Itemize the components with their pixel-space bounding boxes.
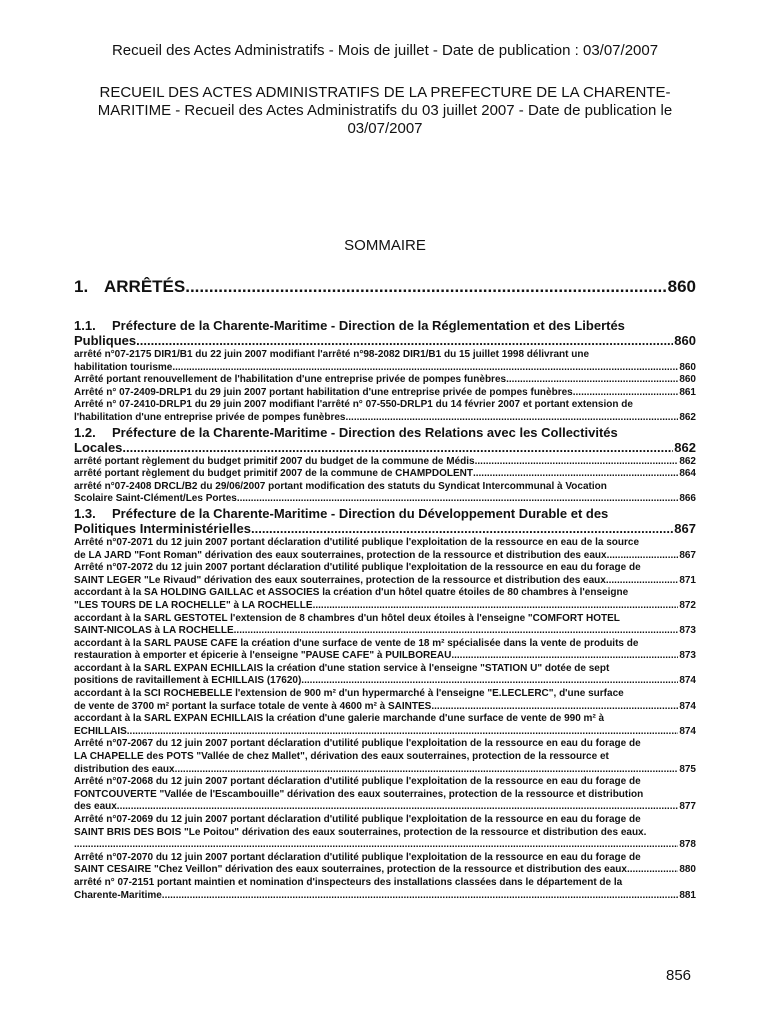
entry-text-line: Arrêté n°07-2071 du 12 juin 2007 portant déclaration d'utilité publique l'exploitation de la ressource en eau de la source xyxy=(74,536,640,548)
toc-section xyxy=(74,506,696,902)
entry-text-line: Arrêté portant renouvellement de l'habilitation d'une entreprise privée de pompes funèbres. xyxy=(74,374,509,386)
chapter-page: 860 xyxy=(667,277,696,296)
toc-entry[interactable] xyxy=(74,587,696,612)
entry-last-line xyxy=(74,764,696,777)
toc-entry[interactable] xyxy=(74,852,696,877)
toc-entry[interactable] xyxy=(74,663,696,688)
entry-text-line: accordant à la SCI ROCHEBELLE l'extension de 900 m² d'un hypermarché à l'enseigne "E.LECLERC", d'une surface xyxy=(74,688,624,700)
dot-leader xyxy=(348,412,678,425)
entry-text-line: Scolaire Saint-Clément/Les Portes xyxy=(74,493,237,505)
section-number: 1.1. xyxy=(74,318,96,333)
entry-page: 881 xyxy=(679,889,696,901)
section-title: Politiques Interministérielles xyxy=(74,520,251,536)
entry-last-line xyxy=(74,550,696,563)
entry-page: 873 xyxy=(679,650,696,662)
dot-leader xyxy=(120,801,679,814)
entry-text-line: Arrêté n°07-2068 du 12 juin 2007 portant déclaration d'utilité publique l'exploitation de la ressource en eau du forage de xyxy=(74,776,641,788)
section-title-line xyxy=(74,506,696,521)
entry-text-line: Arrêté n°07-2072 du 12 juin 2007 portant déclaration d'utilité publique l'exploitation de la ressource en eau du forage de xyxy=(74,562,641,574)
entry-page: 874 xyxy=(679,675,696,687)
title-line: 03/07/2007 xyxy=(347,120,423,137)
toc-entry[interactable] xyxy=(74,481,696,506)
entry-text-line: accordant à la SARL GESTOTEL l'extension de 8 chambres d'un hôtel deux étoiles à l'enseigne "COMFORT HOTEL xyxy=(74,612,620,624)
section-title: Préfecture de la Charente-Maritime - Direction des Relations avec les Collectivités xyxy=(112,424,618,440)
toc-section xyxy=(74,318,696,425)
entry-page: 874 xyxy=(679,725,696,737)
entry-page: 861 xyxy=(679,386,696,398)
toc-entry[interactable] xyxy=(74,387,696,400)
dot-leader xyxy=(251,521,673,536)
running-header: Recueil des Actes Administratifs - Mois de juillet - Date de publication : 03/07/2007 xyxy=(111,42,659,59)
dot-leader xyxy=(431,701,678,714)
section-title-line xyxy=(74,440,696,455)
entry-text-line: accordant à la SA HOLDING GAILLAC et ASSOCIES la création d'un hôtel quatre étoiles de 80 chambres à l'enseigne xyxy=(74,587,629,599)
toc-entry[interactable] xyxy=(74,688,696,713)
chapter-title: ARRÊTÉS xyxy=(104,277,186,296)
entry-page: 871 xyxy=(679,574,696,586)
entry-text-line: SAINT BRIS DES BOIS "Le Poitou" dérivation des eaux souterraines, protection de la ressource et distribution des eaux. xyxy=(74,826,647,838)
entry-text-line: SAINT CESAIRE "Chez Veillon" dérivation des eaux souterraines, protection de la ressource et distribution des eaux. xyxy=(74,864,630,876)
dot-leader xyxy=(451,650,678,663)
section-title-line xyxy=(74,425,696,440)
section-title-line xyxy=(74,333,696,348)
toc-chapter-entry[interactable] xyxy=(74,276,696,298)
entry-last-line xyxy=(74,412,696,425)
section-title-line xyxy=(74,521,696,536)
toc-entry[interactable] xyxy=(74,877,696,902)
section-number: 1.3. xyxy=(74,505,96,521)
entry-page: 880 xyxy=(679,864,696,876)
toc-entry[interactable] xyxy=(74,738,696,776)
toc-entry[interactable] xyxy=(74,713,696,738)
entry-last-line xyxy=(74,600,696,613)
dot-leader xyxy=(234,625,679,638)
dot-leader xyxy=(74,839,678,852)
entry-last-line xyxy=(74,701,696,714)
entry-text-line: Arrêté n° 07-2410-DRLP1 du 29 juin 2007 modifiant l'arrêté n° 07-550-DRLP1 du 14 février 2007 et portant extension de xyxy=(74,399,633,411)
entry-text-line: accordant à la SARL PAUSE CAFE la création d'une surface de vente de 18 m² spécialisée dans la vente de produits de xyxy=(74,637,639,649)
entry-text-line: SAINT-NICOLAS à LA ROCHELLE xyxy=(74,625,234,637)
entry-last-line xyxy=(74,839,696,852)
dot-leader xyxy=(122,440,673,455)
entry-text-line: habilitation tourisme. xyxy=(74,361,176,373)
entry-last-line xyxy=(74,890,696,903)
dot-leader xyxy=(630,864,679,877)
section-heading[interactable] xyxy=(74,318,696,348)
entry-text-line: arrêté portant règlement du budget primitif 2007 de la commune de CHAMPDOLENT xyxy=(74,468,473,480)
entry-page: 872 xyxy=(679,599,696,611)
entry-page: 878 xyxy=(679,839,696,851)
dot-leader xyxy=(576,387,679,400)
entry-last-line xyxy=(74,456,696,469)
section-title: Préfecture de la Charente-Maritime - Direction du Développement Durable et des xyxy=(112,505,609,521)
entry-last-line xyxy=(74,575,696,588)
dot-leader xyxy=(185,276,666,298)
entry-page: 875 xyxy=(679,763,696,775)
entry-text-line: Arrêté n°07-2070 du 12 juin 2007 portant déclaration d'utilité publique l'exploitation de la ressource en eau du forage de xyxy=(74,851,641,863)
dot-leader xyxy=(315,600,678,613)
toc-entry[interactable] xyxy=(74,638,696,663)
entry-last-line xyxy=(74,468,696,481)
entry-page: 877 xyxy=(679,801,696,813)
chapter-number: 1. xyxy=(74,277,89,296)
section-page: 867 xyxy=(674,520,696,536)
toc-entry[interactable] xyxy=(74,468,696,481)
entry-text-line: accordant à la SARL EXPAN ECHILLAIS la création d'une station service à l'enseigne "STATION U" dotée de sept xyxy=(74,662,610,674)
entry-last-line xyxy=(74,675,696,688)
entry-page: 864 xyxy=(679,468,696,480)
entry-text-line: Arrêté n°07-2067 du 12 juin 2007 portant déclaration d'utilité publique l'exploitation de la ressource en eau du forage de xyxy=(74,738,641,750)
entry-page: 860 xyxy=(679,374,696,386)
section-heading[interactable] xyxy=(74,425,696,455)
entry-last-line xyxy=(74,625,696,638)
section-page: 862 xyxy=(674,439,696,455)
entry-last-line xyxy=(74,374,696,387)
entry-text-line: des eaux. xyxy=(74,801,120,813)
table-of-contents xyxy=(74,318,696,902)
toc-entry[interactable] xyxy=(74,613,696,638)
entry-text-line: de LA JARD "Font Roman" dérivation des eaux souterraines, protection de la ressource et distribution des eaux. xyxy=(74,549,610,561)
entry-text-line: arrêté n°07-2408 DRCL/B2 du 29/06/2007 portant modification des statuts du Syndicat Intercommunal à Vocation xyxy=(74,480,607,492)
entry-text-line: restauration à emporter et épicerie à l'enseigne "PAUSE CAFE" à PUILBOREAU xyxy=(74,650,452,662)
entry-page: 862 xyxy=(679,455,696,467)
section-number: 1.2. xyxy=(74,424,96,440)
dot-leader xyxy=(609,550,678,563)
entry-text-line: arrêté n° 07-2151 portant maintien et nomination d'inspecteurs des installations classées dans le département de la xyxy=(74,876,623,888)
section-title: Publiques xyxy=(74,333,137,348)
toc-entry[interactable] xyxy=(74,562,696,587)
dot-leader xyxy=(301,675,678,688)
entry-text-line: SAINT LEGER "Le Rivaud" dérivation des eaux souterraines, protection de la ressource et distribution des eaux. xyxy=(74,574,609,586)
section-title: Locales xyxy=(74,439,123,455)
page-number: 856 xyxy=(666,967,692,984)
entry-text-line: de vente de 3700 m² portant la surface totale de vente à 4600 m² à SAINTES xyxy=(74,700,432,712)
entry-last-line xyxy=(74,864,696,877)
entry-last-line xyxy=(74,362,696,375)
document-title xyxy=(70,84,700,138)
toc-entry[interactable] xyxy=(74,776,696,814)
toc-entry[interactable] xyxy=(74,537,696,562)
toc-entry[interactable] xyxy=(74,349,696,374)
entry-page: 873 xyxy=(679,625,696,637)
dot-leader xyxy=(609,575,679,588)
toc-entry[interactable] xyxy=(74,374,696,387)
title-line: MARITIME - Recueil des Actes Administratifs du 03 juillet 2007 - Date de publication le xyxy=(97,102,673,119)
section-heading[interactable] xyxy=(74,506,696,536)
entry-last-line xyxy=(74,493,696,506)
entry-text-line: arrêté portant règlement du budget primitif 2007 du budget de la commune de Médis xyxy=(74,455,475,467)
entry-text-line: arrêté n°07-2175 DIR1/B1 du 22 juin 2007 modifiant l'arrêté n°98-2082 DIR1/B1 du 15 juillet 1998 délivrant une xyxy=(74,349,590,360)
dot-leader xyxy=(475,456,679,469)
dot-leader xyxy=(473,468,678,481)
dot-leader xyxy=(509,374,678,387)
entry-page: 860 xyxy=(679,361,696,373)
entry-text-line: Charente-Maritime. xyxy=(74,889,165,901)
title-line: RECUEIL DES ACTES ADMINISTRATIFS DE LA PREFECTURE DE LA CHARENTE- xyxy=(99,84,671,101)
section-title: Préfecture de la Charente-Maritime - Direction de la Réglementation et des Libertés xyxy=(112,318,625,333)
dot-leader xyxy=(165,890,679,903)
entry-page: 862 xyxy=(679,411,696,423)
entry-text-line: Arrêté n° 07-2409-DRLP1 du 29 juin 2007 portant habilitation d'une entreprise privée de pompes funèbres. xyxy=(74,386,576,398)
entry-last-line xyxy=(74,650,696,663)
dot-leader xyxy=(177,764,678,777)
dot-leader xyxy=(136,333,673,348)
entry-text-line: l'habilitation d'une entreprise privée de pompes funèbres. xyxy=(74,411,349,423)
entry-text-line: "LES TOURS DE LA ROCHELLE" à LA ROCHELLE. xyxy=(74,599,316,611)
section-page: 860 xyxy=(674,333,696,348)
entry-page: 866 xyxy=(679,493,696,505)
summary-heading: SOMMAIRE xyxy=(344,237,426,254)
entry-text-line: positions de ravitaillement à ECHILLAIS (17620) xyxy=(74,675,302,687)
entry-text-line: ECHILLAIS xyxy=(74,725,127,737)
entry-page: 874 xyxy=(679,700,696,712)
dot-leader xyxy=(127,726,679,739)
entry-last-line xyxy=(74,726,696,739)
entry-text-line: LA CHAPELLE des POTS "Vallée de chez Mallet", dérivation des eaux souterraines, protection de la ressource et xyxy=(74,751,609,763)
toc-entry[interactable] xyxy=(74,399,696,424)
entry-page: 867 xyxy=(679,549,696,561)
dot-leader xyxy=(237,493,678,506)
entry-text-line: accordant à la SARL EXPAN ECHILLAIS la création d'une galerie marchande d'une surface de vente de 990 m² à xyxy=(74,713,605,725)
dot-leader xyxy=(175,362,678,375)
entry-text-line: FONTCOUVERTE "Vallée de l'Escambouille" dérivation des eaux souterraines, protection de la ressource et distribution xyxy=(74,788,644,800)
section-title-line xyxy=(74,318,696,333)
entry-text-line: Arrêté n°07-2069 du 12 juin 2007 portant déclaration d'utilité publique l'exploitation de la ressource en eau du forage de xyxy=(74,814,641,825)
entry-text-line: distribution des eaux. xyxy=(74,763,178,775)
toc-section xyxy=(74,425,696,506)
entry-last-line xyxy=(74,387,696,400)
toc-entry[interactable] xyxy=(74,456,696,469)
entry-last-line xyxy=(74,801,696,814)
toc-entry[interactable] xyxy=(74,814,696,852)
